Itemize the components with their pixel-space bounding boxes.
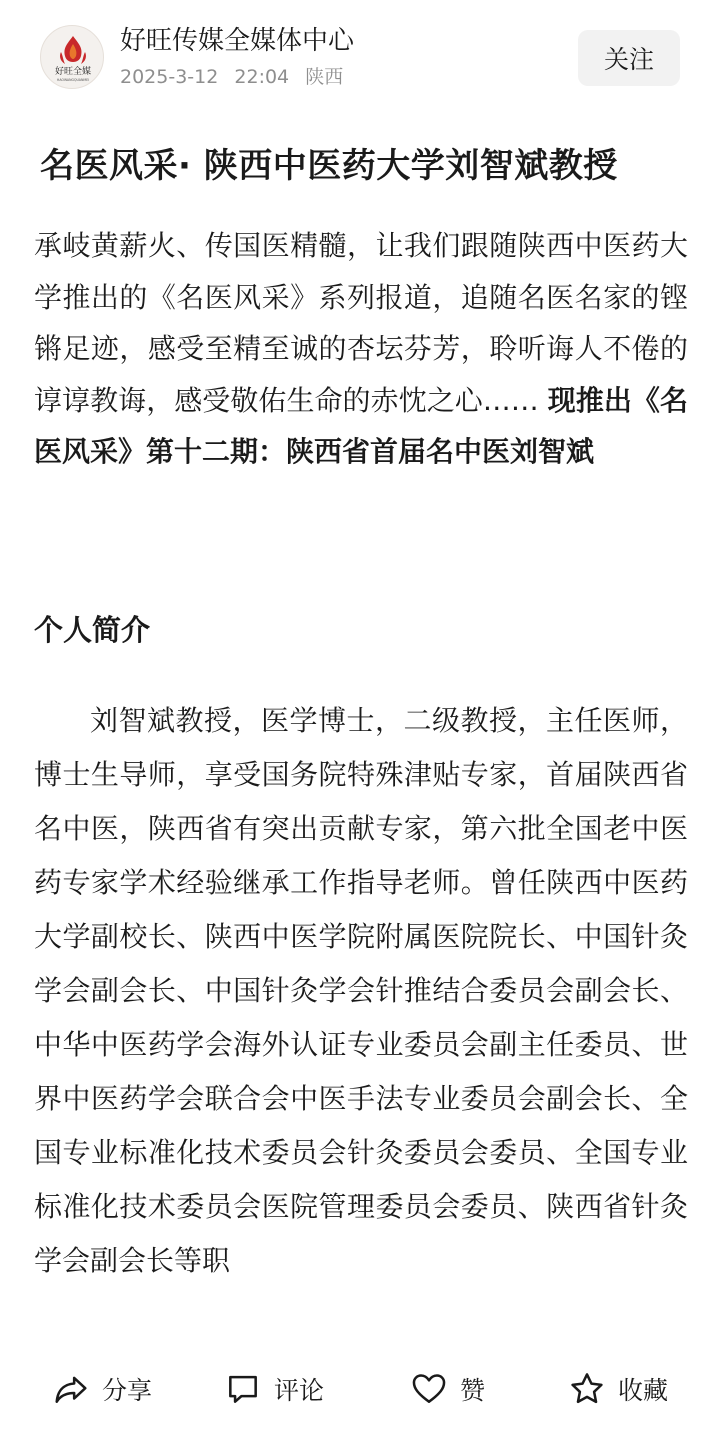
heart-icon — [410, 1370, 448, 1408]
post-meta — [120, 62, 353, 89]
favorite-label: 收藏 — [618, 1376, 669, 1405]
bio-paragraph: 刘智斌教授，医学博士，二级教授，主任医师，博士生导师，享受国务院特殊津贴专家，首届陕西省名中医，陕西省有突出贡献专家，第六批全国老中医药专家学术经验继承工作指导老师。曾任陕西中医药大学副校长、陕西中医学院附属医院院长、中国针灸学会副会长、中国针灸学会针推结合委员会副会长、中华中医药学会海外认证专业委员会副主任委员、世界中医药学会联合会中医手法专业委员会副会长、全国专业标准化技术委员会针灸委员会委员、全国专业标准化技术委员会医院管理委员会委员、陕西省针灸学会副会长等职 — [34, 704, 688, 1277]
share-icon — [52, 1370, 90, 1408]
flame-logo-icon — [41, 26, 104, 89]
post-date: 2025-3-12 — [120, 66, 219, 88]
post-location: 陕西 — [305, 66, 344, 88]
section-heading-profile: 个人简介 — [34, 613, 151, 647]
article-intro — [34, 220, 688, 478]
comment-label: 评论 — [274, 1376, 325, 1405]
author-name[interactable]: 好旺传媒全媒体中心 — [120, 26, 355, 56]
intro-text: 承岐黄薪火、传国医精髓，让我们跟随陕西中医药大学推出的《名医风采》系列报道，追随名医名家的铿锵足迹，感受至精至诚的杏坛芬芳，聆听诲人不倦的谆谆教诲，感受敬佑生命的赤忱之心…… — [34, 229, 688, 417]
star-icon — [568, 1370, 606, 1408]
comment-button[interactable] — [224, 1367, 324, 1411]
share-button[interactable] — [52, 1367, 152, 1411]
logo-subtext: HAOWANGQUANMEI — [56, 78, 90, 82]
share-label: 分享 — [102, 1376, 153, 1405]
follow-button[interactable]: 关注 — [578, 30, 680, 86]
intro-highlight: 现推出《名医风采》第十二期：陕西省首届名中医刘智斌 — [34, 383, 688, 468]
like-button[interactable] — [410, 1367, 485, 1411]
author-avatar[interactable] — [40, 25, 104, 89]
bottom-action-bar — [0, 1345, 720, 1435]
logo-text: 好旺全媒 — [54, 67, 92, 77]
comment-icon — [224, 1370, 262, 1408]
article-title: 名医风采· 陕西中医药大学刘智斌教授 — [40, 146, 618, 186]
like-label: 赞 — [460, 1376, 486, 1405]
post-time: 22:04 — [234, 66, 290, 88]
article-header — [0, 0, 720, 110]
favorite-button[interactable] — [568, 1367, 668, 1411]
